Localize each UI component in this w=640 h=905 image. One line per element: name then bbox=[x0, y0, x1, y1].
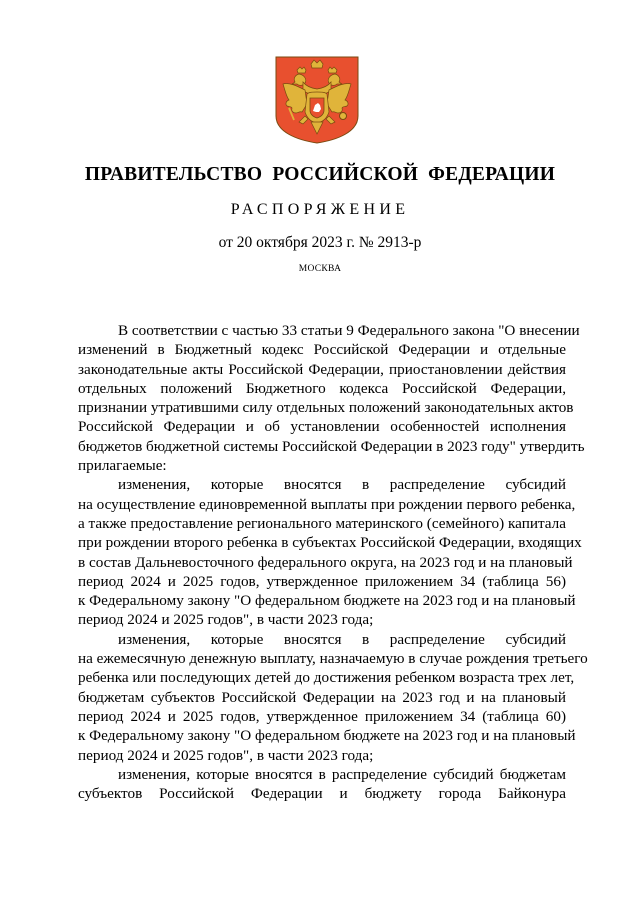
paragraph-line: изменения, которые вносятся в распределение субсидий bbox=[118, 630, 566, 648]
paragraph bbox=[78, 475, 582, 629]
paragraph-line: ребенка или последующих детей до достижения ребенком возраста трех лет, bbox=[78, 669, 575, 687]
document-city: МОСКВА bbox=[298, 264, 342, 274]
paragraph-line: отдельных положений Бюджетного кодекса Российской Федерации, bbox=[78, 379, 566, 397]
double-headed-eagle-icon bbox=[275, 56, 359, 144]
paragraph-line: субъектов Российской Федерации и бюджету города Байконура bbox=[78, 785, 566, 803]
paragraph-line: бюджетов бюджетной системы Российской Федерации в 2023 году" утвердить bbox=[78, 437, 585, 455]
paragraph-line: а также предоставление регионального материнского (семейного) капитала bbox=[78, 514, 566, 532]
government-title: ПРАВИТЕЛЬСТВО РОССИЙСКОЙ ФЕДЕРАЦИИ bbox=[84, 164, 556, 185]
paragraph-line: к Федеральному закону "О федеральном бюджете на 2023 год и на плановый bbox=[78, 727, 576, 745]
paragraph-line: при рождении второго ребенка в субъектах Российской Федерации, входящих bbox=[78, 534, 582, 552]
paragraph-line: в состав Дальневосточного федерального округа, на 2023 год и на плановый bbox=[78, 553, 573, 571]
paragraph-line: Российской Федерации и об установлении особенностей исполнения bbox=[78, 418, 566, 436]
paragraph-line: законодательные акты Российской Федерации, приостановлении действия bbox=[78, 360, 566, 378]
coat-of-arms-emblem bbox=[275, 56, 359, 144]
paragraph bbox=[78, 765, 566, 804]
paragraph bbox=[78, 630, 588, 765]
document-body bbox=[78, 321, 588, 803]
paragraph-line: к Федеральному закону "О федеральном бюджете на 2023 год и на плановый bbox=[78, 592, 576, 610]
paragraph-line: период 2024 и 2025 годов, утвержденное приложением 34 (таблица 56) bbox=[78, 572, 566, 590]
paragraph-line: период 2024 и 2025 годов", в части 2023 года; bbox=[78, 611, 374, 629]
document-date-number: от 20 октября 2023 г. № 2913-р bbox=[218, 234, 422, 251]
paragraph-line: бюджетам субъектов Российской Федерации на 2023 год и на плановый bbox=[78, 688, 566, 706]
document-type: РАСПОРЯЖЕНИЕ bbox=[230, 201, 410, 218]
paragraph-line: изменения, которые вносятся в распределение субсидий бюджетам bbox=[118, 765, 566, 783]
paragraph bbox=[78, 321, 585, 475]
paragraph-line: период 2024 и 2025 годов", в части 2023 года; bbox=[78, 746, 374, 764]
paragraph-line: признании утратившими силу отдельных положений законодательных актов bbox=[78, 399, 574, 417]
paragraph-line: прилагаемые: bbox=[78, 457, 167, 475]
paragraph-line: изменения, которые вносятся в распределение субсидий bbox=[118, 476, 566, 494]
paragraph-line: на осуществление единовременной выплаты при рождении первого ребенка, bbox=[78, 495, 576, 513]
paragraph-line: период 2024 и 2025 годов, утвержденное приложением 34 (таблица 60) bbox=[78, 707, 566, 725]
paragraph-line: В соответствии с частью 33 статьи 9 Федерального закона "О внесении bbox=[118, 322, 580, 339]
paragraph-line: изменений в Бюджетный кодекс Российской Федерации и отдельные bbox=[78, 341, 566, 359]
paragraph-line: на ежемесячную денежную выплату, назначаемую в случае рождения третьего bbox=[78, 650, 588, 668]
